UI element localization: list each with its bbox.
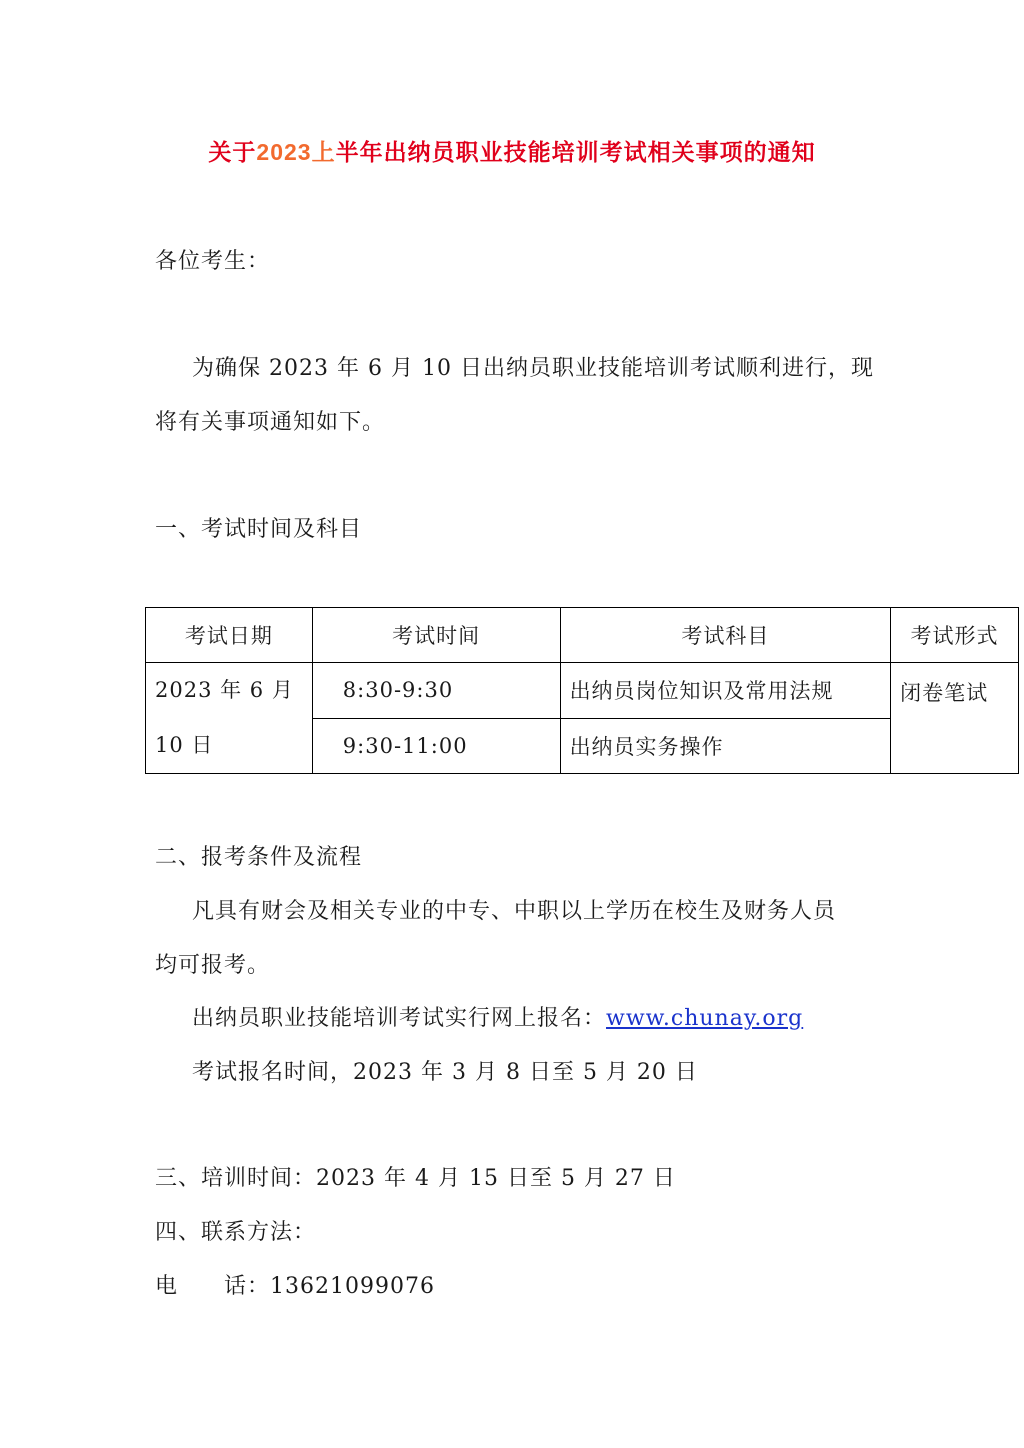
title-part2: 上	[311, 139, 336, 165]
section2-line1: 凡具有财会及相关专业的中专、中职以上学历在校生及财务人员	[192, 899, 837, 924]
header-exam-subject: 考试科目	[560, 608, 891, 663]
phone-number: 13621099076	[270, 1274, 435, 1299]
header-exam-form: 考试形式	[891, 608, 1019, 663]
title-year: 2023	[256, 139, 312, 165]
phone-line	[155, 1269, 435, 1300]
section4-heading: 四、联系方法：	[155, 1220, 317, 1245]
table-row	[146, 663, 1019, 719]
title-part3: 半年出纳员职业技能培训考试相关事项的通知	[335, 139, 816, 166]
intro-line1: 为确保 2023 年 6 月 10 日出纳员职业技能培训考试顺利进行，现	[192, 356, 874, 381]
exam-time-cell: 8:30-9:30	[312, 663, 560, 719]
intro-line2: 将有关事项通知如下。	[155, 410, 386, 435]
header-exam-date: 考试日期	[146, 608, 313, 663]
registration-line	[192, 1001, 803, 1032]
registration-link[interactable]: www.chunay.org	[606, 1006, 804, 1031]
section3-training-time: 三、培训时间：2023 年 4 月 15 日至 5 月 27 日	[155, 1166, 676, 1191]
exam-date-cell: 2023 年 6 月 10 日	[146, 663, 313, 774]
exam-subject-cell: 出纳员实务操作	[560, 718, 891, 774]
header-exam-time: 考试时间	[312, 608, 560, 663]
phone-label: 电 话：	[155, 1274, 271, 1299]
registration-period: 考试报名时间，2023 年 3 月 8 日至 5 月 20 日	[192, 1060, 698, 1085]
table-header-row	[146, 608, 1019, 663]
section2-line2: 均可报考。	[155, 953, 271, 978]
section2-heading: 二、报考条件及流程	[155, 845, 363, 870]
section1-heading: 一、考试时间及科目	[155, 517, 363, 542]
exam-form-cell: 闭卷笔试	[891, 663, 1019, 774]
exam-subject-cell: 出纳员岗位知识及常用法规	[560, 663, 891, 719]
title-part1: 关于	[208, 139, 257, 166]
salutation: 各位考生：	[155, 249, 271, 274]
exam-time-cell: 9:30-11:00	[312, 718, 560, 774]
exam-schedule-table	[145, 607, 1019, 774]
page-title	[0, 134, 1024, 167]
registration-label: 出纳员职业技能培训考试实行网上报名：	[192, 1006, 607, 1031]
